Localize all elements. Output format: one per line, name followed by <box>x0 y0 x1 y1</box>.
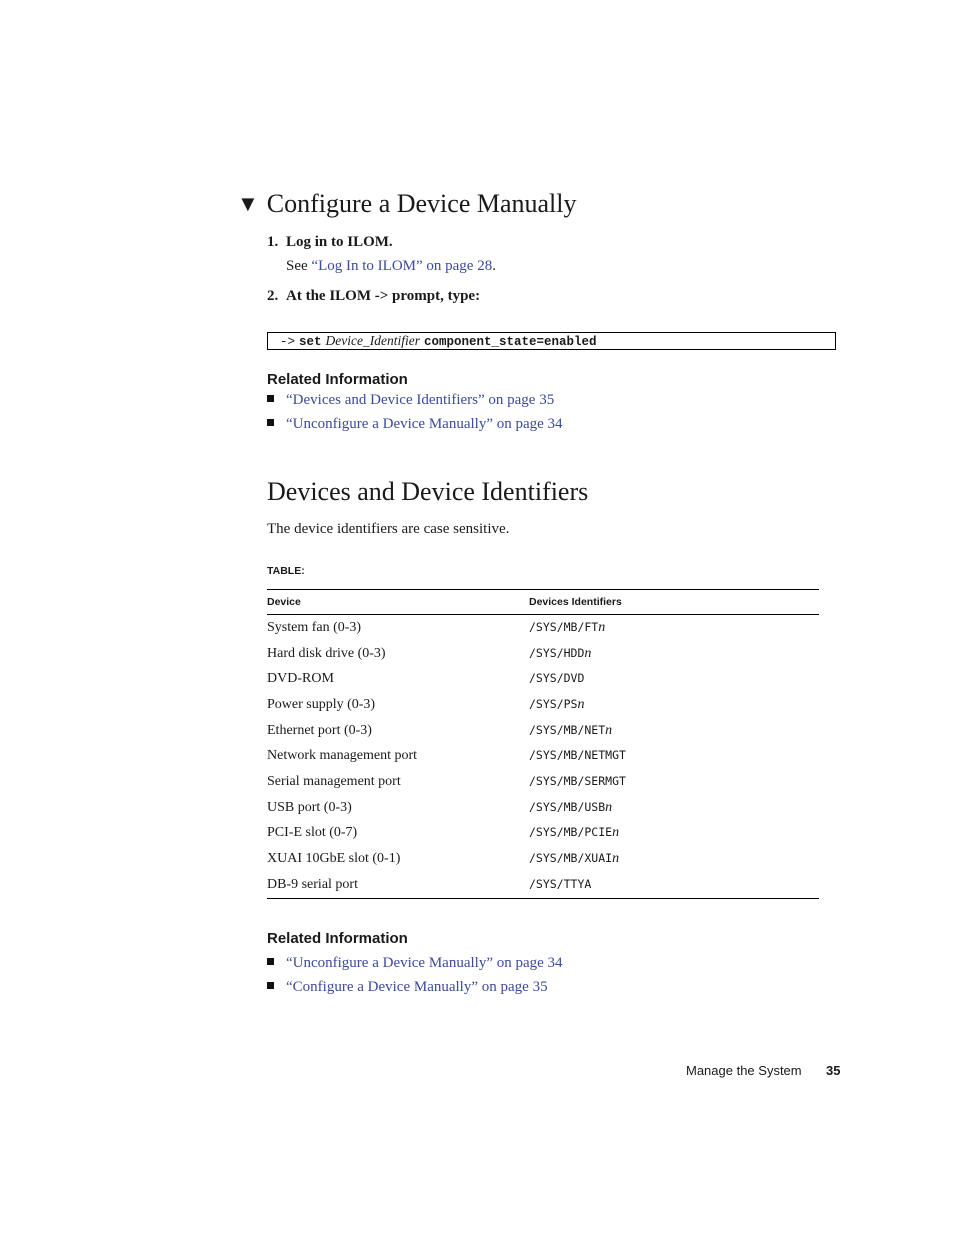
identifier-path: /SYS/DVD <box>529 671 585 686</box>
device-identifier-cell <box>529 615 819 641</box>
device-table <box>267 589 819 899</box>
device-identifier-cell <box>529 846 819 872</box>
table-row <box>267 821 819 847</box>
device-name-cell: USB port (0-3) <box>267 799 352 815</box>
bullet-square-icon <box>267 958 274 965</box>
related-info-heading: Related Information <box>267 371 408 388</box>
table-header-row <box>267 590 819 615</box>
table-row <box>267 743 819 769</box>
triangle-down-icon: ▼ <box>237 191 259 216</box>
identifier-path: /SYS/MB/FT <box>529 619 599 634</box>
device-identifier-cell <box>529 692 819 718</box>
table-row <box>267 872 819 898</box>
code-command: set <box>299 335 322 349</box>
identifier-path: /SYS/MB/NETMGT <box>529 748 626 763</box>
intro-paragraph: The device identifiers are case sensitive. <box>267 521 510 537</box>
identifier-path: /SYS/HDD <box>529 645 585 660</box>
device-identifier-cell <box>529 718 819 744</box>
device-identifier-cell <box>529 666 819 692</box>
identifier-path: /SYS/MB/XUAI <box>529 851 613 866</box>
link-log-in-to-ilom[interactable]: “Log In to ILOM” on page 28 <box>311 258 493 274</box>
device-name-cell: XUAI 10GbE slot (0-1) <box>267 851 401 867</box>
device-identifier-cell <box>529 872 819 898</box>
device-identifier-cell <box>529 795 819 821</box>
table-row <box>267 666 819 692</box>
identifier-index-placeholder: n <box>577 696 585 712</box>
identifier-path: /SYS/PS <box>529 696 578 711</box>
table-row <box>267 846 819 872</box>
list-item <box>267 955 563 972</box>
device-name-cell: DVD-ROM <box>267 671 334 687</box>
device-identifier-cell <box>529 821 819 847</box>
device-name-cell: Power supply (0-3) <box>267 696 376 712</box>
identifier-path: /SYS/MB/NET <box>529 722 606 737</box>
code-prompt: -> <box>280 335 296 349</box>
link-unconfigure-device-2[interactable]: “Unconfigure a Device Manually” on page 34 <box>286 955 563 971</box>
identifier-index-placeholder: n <box>605 722 613 738</box>
identifier-path: /SYS/MB/SERMGT <box>529 773 626 788</box>
identifier-index-placeholder: n <box>612 851 620 867</box>
device-name-cell: PCI-E slot (0-7) <box>267 825 358 841</box>
table-row <box>267 692 819 718</box>
section-heading-configure <box>237 186 577 223</box>
bullet-square-icon <box>267 982 274 989</box>
bullet-square-icon <box>267 395 274 402</box>
code-argument: Device_Identifier <box>325 333 420 348</box>
heading-text: Configure a Device Manually <box>266 189 577 218</box>
link-unconfigure-device[interactable]: “Unconfigure a Device Manually” on page 34 <box>286 416 563 432</box>
table-row <box>267 641 819 667</box>
device-name-cell: DB-9 serial port <box>267 872 529 898</box>
link-configure-device[interactable]: “Configure a Device Manually” on page 35 <box>286 979 548 995</box>
step-1: 1. Log in to ILOM. <box>267 234 393 250</box>
column-header-identifiers: Devices Identifiers <box>529 590 819 615</box>
device-identifier-cell <box>529 769 819 795</box>
identifier-index-placeholder: n <box>584 645 592 661</box>
step-1-detail: See “Log In to ILOM” on page 28. <box>286 258 496 274</box>
column-header-device: Device <box>267 590 529 615</box>
list-item <box>267 416 563 433</box>
device-name-cell: Ethernet port (0-3) <box>267 722 372 738</box>
code-block <box>267 332 836 350</box>
related-info-heading-2: Related Information <box>267 930 408 947</box>
step-2: 2. At the ILOM -> prompt, type: <box>267 288 481 304</box>
table-row <box>267 795 819 821</box>
device-name-cell: Serial management port <box>267 773 401 789</box>
device-name-cell: System fan (0-3) <box>267 619 362 635</box>
device-name-cell: Hard disk drive (0-3) <box>267 645 386 661</box>
section-heading-devices: Devices and Device Identifiers <box>267 477 589 506</box>
identifier-path: /SYS/MB/PCIE <box>529 825 613 840</box>
identifier-index-placeholder: n <box>612 825 620 841</box>
device-name-cell: Network management port <box>267 748 418 764</box>
list-item <box>267 392 554 409</box>
table-row <box>267 769 819 795</box>
table-caption: TABLE: <box>267 565 305 577</box>
table-row <box>267 615 819 641</box>
identifier-index-placeholder: n <box>605 799 613 815</box>
footer-page-number: 35 <box>826 1063 841 1078</box>
device-identifier-cell <box>529 641 819 667</box>
bullet-square-icon <box>267 419 274 426</box>
device-identifier-cell <box>529 743 819 769</box>
identifier-path: /SYS/TTYA <box>529 876 592 891</box>
footer-section-title: Manage the System <box>686 1063 802 1078</box>
link-devices-and-identifiers[interactable]: “Devices and Device Identifiers” on page 35 <box>286 392 555 408</box>
identifier-path: /SYS/MB/USB <box>529 799 606 814</box>
table-row <box>267 718 819 744</box>
code-parameter: component_state=enabled <box>423 335 597 349</box>
list-item <box>267 979 548 996</box>
identifier-index-placeholder: n <box>598 619 606 635</box>
